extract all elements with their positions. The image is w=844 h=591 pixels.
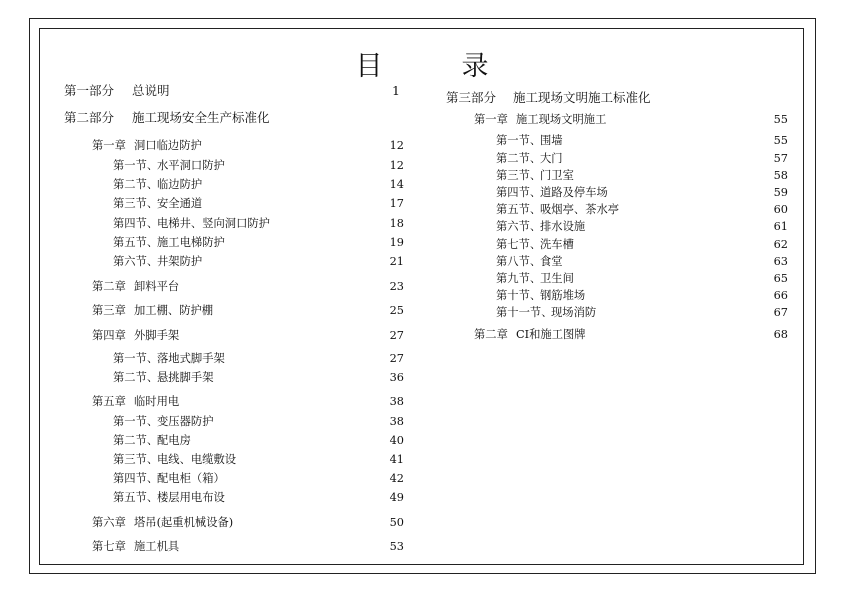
toc-section[interactable] — [113, 254, 404, 270]
toc-label: 第三节、 — [113, 197, 159, 210]
toc-page: 38 — [389, 415, 404, 428]
toc-text: 落地式脚手架 — [157, 352, 225, 365]
toc-section[interactable] — [113, 158, 404, 174]
toc-chapter[interactable] — [92, 328, 404, 344]
toc-section[interactable] — [496, 185, 788, 201]
toc-label: 第二节、 — [113, 434, 159, 447]
toc-label: 第十节、 — [496, 289, 542, 302]
toc-section[interactable] — [496, 237, 788, 253]
toc-label: 第五章 — [92, 395, 126, 408]
toc-page: 41 — [389, 453, 404, 466]
toc-text: 洞口临边防护 — [134, 139, 202, 152]
toc-page: 57 — [773, 152, 788, 165]
toc-label: 第四节、 — [113, 472, 159, 485]
toc-label: 第一节、 — [113, 159, 159, 172]
toc-section[interactable] — [113, 433, 404, 449]
toc-text: 卫生间 — [540, 272, 574, 285]
toc-text: 楼层用电布设 — [157, 491, 225, 504]
toc-text: 施工现场安全生产标准化 — [132, 110, 270, 125]
toc-label: 第一部分 — [64, 83, 115, 98]
toc-label: 第三节、 — [496, 169, 542, 182]
toc-label: 第五节、 — [113, 236, 159, 249]
toc-page: 60 — [773, 203, 788, 216]
toc-text: 配电柜（箱） — [157, 472, 225, 485]
toc-page: 27 — [389, 352, 404, 365]
toc-label: 第二章 — [474, 328, 508, 341]
toc-label: 第一节、 — [113, 352, 159, 365]
toc-part-3[interactable] — [446, 90, 786, 106]
toc-page: 55 — [773, 134, 788, 147]
toc-section[interactable] — [113, 414, 404, 430]
toc-label: 第五节、 — [496, 203, 542, 216]
toc-page: 53 — [389, 540, 404, 553]
toc-text: 外脚手架 — [134, 329, 180, 342]
toc-text: CI和施工图牌 — [516, 328, 586, 341]
toc-text: 临时用电 — [134, 395, 180, 408]
toc-section[interactable] — [113, 216, 404, 232]
toc-page: 18 — [389, 217, 404, 230]
toc-text: 卸料平台 — [134, 280, 180, 293]
toc-text: 悬挑脚手架 — [157, 371, 214, 384]
toc-section[interactable] — [113, 235, 404, 251]
toc-label: 第七章 — [92, 540, 126, 553]
toc-label: 第四章 — [92, 329, 126, 342]
toc-page: 66 — [773, 289, 788, 302]
toc-page: 65 — [773, 272, 788, 285]
toc-page: 36 — [389, 371, 404, 384]
toc-section[interactable] — [113, 471, 404, 487]
toc-text: 施工机具 — [134, 540, 180, 553]
toc-text: 临边防护 — [157, 178, 203, 191]
toc-label: 第二节、 — [496, 152, 542, 165]
toc-text: 食堂 — [540, 255, 563, 268]
toc-page: 19 — [389, 236, 404, 249]
toc-text: 道路及停车场 — [540, 186, 608, 199]
toc-label: 第一节、 — [496, 134, 542, 147]
toc-text: 施工电梯防护 — [157, 236, 225, 249]
toc-label: 第二部分 — [64, 110, 115, 125]
toc-label: 第八节、 — [496, 255, 542, 268]
toc-text: 洗车槽 — [540, 238, 574, 251]
toc-page: 68 — [773, 328, 788, 341]
toc-page: 59 — [773, 186, 788, 199]
toc-page: 27 — [389, 329, 404, 342]
toc-section[interactable] — [496, 288, 788, 304]
toc-chapter[interactable] — [92, 279, 404, 295]
toc-text: 电线、电缆敷设 — [157, 453, 237, 466]
toc-chapter[interactable] — [474, 327, 788, 343]
toc-text: 排水设施 — [540, 220, 586, 233]
toc-page: 49 — [389, 491, 404, 504]
toc-chapter[interactable] — [92, 138, 404, 154]
toc-text: 吸烟亭、茶水亭 — [540, 203, 620, 216]
toc-page: 62 — [773, 238, 788, 251]
toc-page: 21 — [389, 255, 404, 268]
toc-page: 40 — [389, 434, 404, 447]
toc-label: 第六章 — [92, 516, 126, 529]
toc-section[interactable] — [496, 202, 788, 218]
toc-page: 50 — [389, 516, 404, 529]
toc-text: 门卫室 — [540, 169, 574, 182]
toc-section[interactable] — [113, 370, 404, 386]
toc-text: 配电房 — [157, 434, 191, 447]
toc-section[interactable] — [496, 168, 788, 184]
toc-label: 第四节、 — [496, 186, 542, 199]
toc-label: 第六节、 — [113, 255, 159, 268]
page-title: 目 录 — [355, 51, 515, 82]
toc-page: 61 — [773, 220, 788, 233]
toc-page: 23 — [389, 280, 404, 293]
toc-chapter[interactable] — [92, 303, 404, 319]
toc-text: 现场消防 — [551, 306, 597, 319]
toc-label: 第三节、 — [113, 453, 159, 466]
toc-text: 施工现场文明施工 — [516, 113, 607, 126]
toc-text: 总说明 — [132, 83, 170, 98]
toc-section[interactable] — [496, 219, 788, 235]
toc-text: 水平洞口防护 — [157, 159, 225, 172]
toc-part-1[interactable] — [64, 83, 400, 99]
toc-label: 第一节、 — [113, 415, 159, 428]
toc-label: 第二节、 — [113, 178, 159, 191]
toc-chapter[interactable] — [474, 112, 788, 128]
toc-chapter[interactable] — [92, 539, 404, 555]
toc-page: 42 — [389, 472, 404, 485]
toc-page: 1 — [392, 83, 400, 98]
toc-page: 14 — [389, 178, 404, 191]
toc-label: 第三章 — [92, 304, 126, 317]
toc-section[interactable] — [496, 254, 788, 270]
toc-page: 58 — [773, 169, 788, 182]
toc-label: 第二节、 — [113, 371, 159, 384]
toc-page: 55 — [773, 113, 788, 126]
toc-chapter[interactable] — [92, 515, 404, 531]
toc-label: 第一章 — [92, 139, 126, 152]
toc-label: 第十一节、 — [496, 306, 553, 319]
toc-page: 67 — [773, 306, 788, 319]
toc-section[interactable] — [113, 490, 404, 506]
toc-section[interactable] — [496, 151, 788, 167]
toc-page: 12 — [389, 139, 404, 152]
toc-label: 第一章 — [474, 113, 508, 126]
toc-label: 第四节、 — [113, 217, 159, 230]
toc-text: 井架防护 — [157, 255, 203, 268]
toc-label: 第九节、 — [496, 272, 542, 285]
toc-section[interactable] — [113, 452, 404, 468]
toc-text: 变压器防护 — [157, 415, 214, 428]
toc-label: 第三部分 — [446, 90, 497, 105]
toc-page: 63 — [773, 255, 788, 268]
toc-text: 安全通道 — [157, 197, 203, 210]
toc-text: 加工棚、防护棚 — [134, 304, 214, 317]
toc-page: 25 — [389, 304, 404, 317]
toc-section[interactable] — [113, 196, 404, 212]
toc-label: 第七节、 — [496, 238, 542, 251]
toc-section[interactable] — [113, 177, 404, 193]
toc-section[interactable] — [496, 271, 788, 287]
toc-label: 第五节、 — [113, 491, 159, 504]
toc-page: 12 — [389, 159, 404, 172]
toc-label: 第六节、 — [496, 220, 542, 233]
toc-page: 38 — [389, 395, 404, 408]
toc-chapter[interactable] — [92, 394, 404, 410]
toc-label: 第二章 — [92, 280, 126, 293]
toc-text: 围墙 — [540, 134, 563, 147]
toc-section[interactable] — [496, 305, 788, 321]
toc-text: 大门 — [540, 152, 563, 165]
toc-text: 钢筋堆场 — [540, 289, 586, 302]
toc-part-2[interactable] — [64, 110, 400, 126]
toc-page: 17 — [389, 197, 404, 210]
toc-text: 施工现场文明施工标准化 — [513, 90, 651, 105]
toc-section[interactable] — [496, 133, 788, 149]
toc-text: 塔吊(起重机械设备) — [134, 516, 234, 529]
toc-section[interactable] — [113, 351, 404, 367]
toc-text: 电梯井、竖向洞口防护 — [157, 217, 270, 230]
